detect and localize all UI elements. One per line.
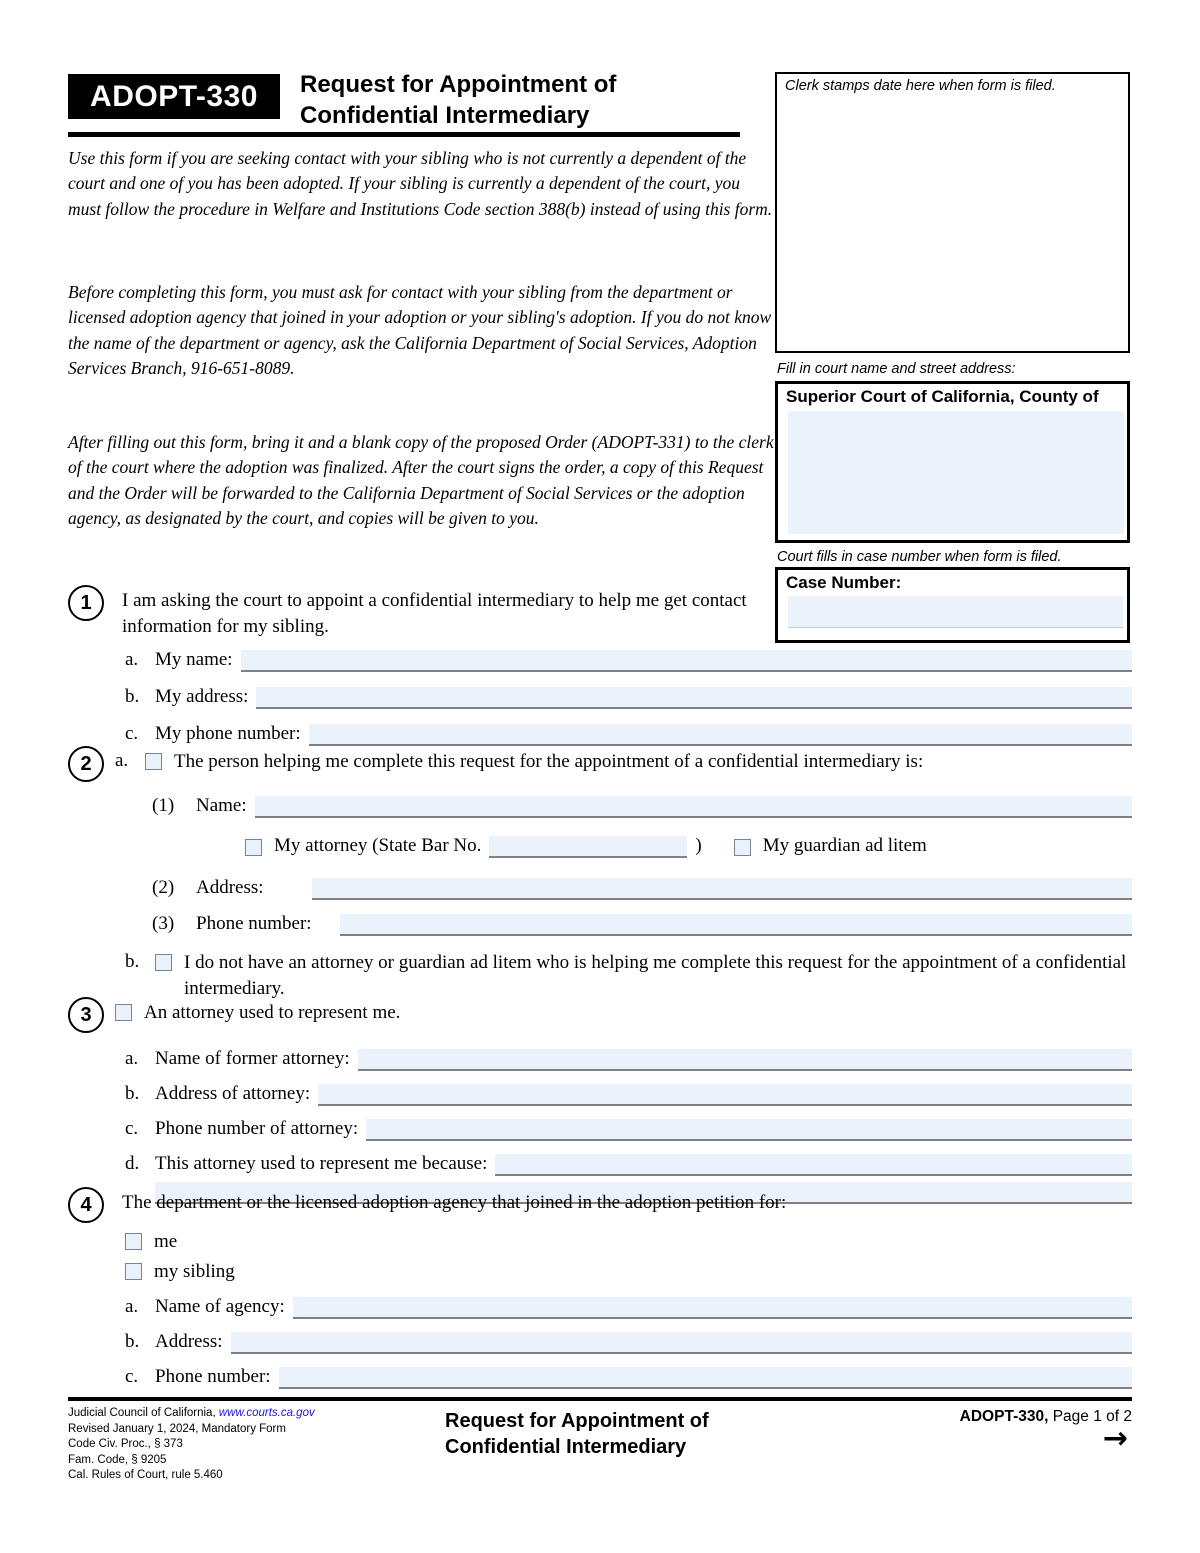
helper-name-field[interactable] [255, 796, 1132, 818]
courts-website-link[interactable]: www.courts.ca.gov [218, 1407, 315, 1419]
item-letter: a. [125, 649, 139, 670]
section-2 [68, 749, 1132, 1002]
helper-address-label: Address: [196, 877, 264, 898]
section-1 [68, 588, 1132, 746]
item-letter: a. [115, 750, 129, 771]
agency-address-field[interactable] [231, 1332, 1132, 1354]
guardian-ad-litem-label: My guardian ad litem [762, 835, 927, 856]
section-4-number: 4 [68, 1187, 104, 1223]
helper-phone-label: Phone number: [196, 913, 312, 934]
next-page-arrow-icon: → [1102, 1421, 1128, 1456]
section-3-text: An attorney used to represent me. [144, 1002, 401, 1023]
clerk-stamp-note: Clerk stamps date here when form is filed. [785, 78, 1056, 94]
footer-form-title-line1: Request for Appointment of [445, 1410, 709, 1432]
attorney-reason-field[interactable] [495, 1154, 1132, 1176]
court-name-box-title: Superior Court of California, County of [786, 387, 1099, 406]
footer-divider [68, 1397, 1132, 1401]
former-attorney-name-label: Name of former attorney: [155, 1048, 350, 1069]
item-letter: b. [125, 951, 140, 972]
my-name-field[interactable] [241, 650, 1132, 672]
form-title-line1: Request for Appointment of [300, 71, 617, 98]
section-2b-text: I do not have an attorney or guardian ad litem who is helping me complete this request for the appointment of a confidential intermediary. [184, 952, 1127, 999]
agency-name-field[interactable] [293, 1297, 1132, 1319]
intro-paragraph-3: After filling out this form, bring it and a blank copy of the proposed Order (ADOPT-331) to the clerk of the court where the adoption was finalized. After the court signs the order, a copy of this Request and the Order will be forwarded to the California Department of Social Services or the adoption agency, as designated by the court, and copies will be given to you. [68, 432, 774, 529]
intro-paragraph-2: Before completing this form, you must ask for contact with your sibling from the department or licensed adoption agency that joined in your adoption or your sibling's adoption. If you do not know the name of the department or agency, ask the California Department of Social Services, Adoption Services Branch, 916-651-8089. [68, 282, 772, 379]
form-title-line2: Confidential Intermediary [300, 102, 590, 129]
petition-for-me-checkbox[interactable] [125, 1233, 142, 1250]
section-3-number: 3 [68, 997, 104, 1033]
petition-for-me-label: me [154, 1231, 178, 1252]
item-letter: c. [125, 1118, 139, 1139]
item-letter: a. [125, 1296, 139, 1317]
court-address-note: Fill in court name and street address: [777, 361, 1016, 377]
item-letter: b. [125, 1331, 140, 1352]
case-number-note: Court fills in case number when form is filed. [777, 549, 1062, 565]
state-bar-no-field[interactable] [489, 836, 687, 858]
court-name-box [775, 381, 1130, 543]
section-2a-text: The person helping me complete this request for the appointment of a confidential intermediary is: [174, 751, 924, 772]
item-letter: a. [125, 1048, 139, 1069]
guardian-ad-litem-checkbox[interactable] [734, 839, 751, 856]
former-attorney-name-field[interactable] [358, 1049, 1132, 1071]
my-address-field[interactable] [256, 687, 1132, 709]
agency-name-label: Name of agency: [155, 1296, 285, 1317]
petition-for-sibling-label: my sibling [154, 1261, 235, 1282]
attorney-phone-field[interactable] [366, 1119, 1132, 1141]
section-1-text: I am asking the court to appoint a confidential intermediary to help me get contact information for my sibling. [122, 590, 747, 637]
footer-form-title [400, 1408, 800, 1460]
agency-phone-field[interactable] [279, 1367, 1132, 1389]
clerk-stamp-box [775, 72, 1130, 353]
helper-phone-field[interactable] [340, 914, 1132, 936]
agency-phone-label: Phone number: [155, 1366, 271, 1387]
section-1-number: 1 [68, 585, 104, 621]
footer-revised-text: Revised January 1, 2024, Mandatory Form [68, 1422, 286, 1435]
item-number: (2) [152, 877, 175, 898]
section-4 [68, 1190, 1132, 1389]
helper-checkbox[interactable] [145, 753, 162, 770]
attorney-represented-checkbox[interactable] [115, 1004, 132, 1021]
item-letter: b. [125, 1083, 140, 1104]
section-2-number: 2 [68, 746, 104, 782]
my-attorney-label: My attorney (State Bar No. [274, 835, 482, 856]
no-helper-checkbox[interactable] [155, 954, 172, 971]
footer-fam-code: Fam. Code, § 9205 [68, 1453, 167, 1466]
section-4-text: The department or the licensed adoption agency that joined in the adoption petition for: [122, 1192, 787, 1213]
petition-for-sibling-checkbox[interactable] [125, 1263, 142, 1280]
footer-form-title-line2: Confidential Intermediary [445, 1436, 687, 1458]
item-letter: c. [125, 1366, 139, 1387]
helper-address-field[interactable] [312, 878, 1132, 900]
form-title [300, 69, 616, 131]
section-3 [68, 1000, 1132, 1204]
my-address-label: My address: [155, 686, 249, 707]
footer-page-number: Page 1 of 2 [1048, 1408, 1132, 1425]
item-letter: b. [125, 686, 140, 707]
footer-form-code: ADOPT-330, [959, 1408, 1049, 1425]
helper-name-label: Name: [196, 795, 247, 816]
footer-code-civ-proc: Code Civ. Proc., § 373 [68, 1438, 183, 1450]
item-letter: d. [125, 1153, 140, 1174]
form-code-badge: ADOPT-330 [68, 74, 280, 119]
footer-council-text: Judicial Council of California, [68, 1407, 219, 1419]
item-number: (1) [152, 795, 175, 816]
paren-close: ) [695, 835, 702, 856]
court-name-field[interactable] [788, 411, 1124, 534]
agency-address-label: Address: [155, 1331, 223, 1352]
footer-rules-of-court: Cal. Rules of Court, rule 5.460 [68, 1469, 223, 1481]
title-divider [68, 132, 740, 137]
attorney-address-field[interactable] [318, 1084, 1132, 1106]
intro-paragraph-1: Use this form if you are seeking contact with your sibling who is not currently a dependent of the court and one of you has been adopted. If your sibling is currently a dependent of the court, you must follow the procedure in Welfare and Institutions Code section 388(b) instead of using this form. [68, 148, 773, 219]
my-phone-label: My phone number: [155, 723, 301, 744]
item-number: (3) [152, 913, 175, 934]
attorney-address-label: Address of attorney: [155, 1083, 311, 1104]
my-name-label: My name: [155, 649, 233, 670]
my-phone-field[interactable] [309, 724, 1132, 746]
attorney-phone-label: Phone number of attorney: [155, 1118, 359, 1139]
attorney-reason-label: This attorney used to represent me because: [155, 1153, 488, 1174]
footer-left-block [68, 1406, 315, 1484]
case-number-label: Case Number: [786, 573, 902, 592]
item-letter: c. [125, 723, 139, 744]
my-attorney-checkbox[interactable] [245, 839, 262, 856]
